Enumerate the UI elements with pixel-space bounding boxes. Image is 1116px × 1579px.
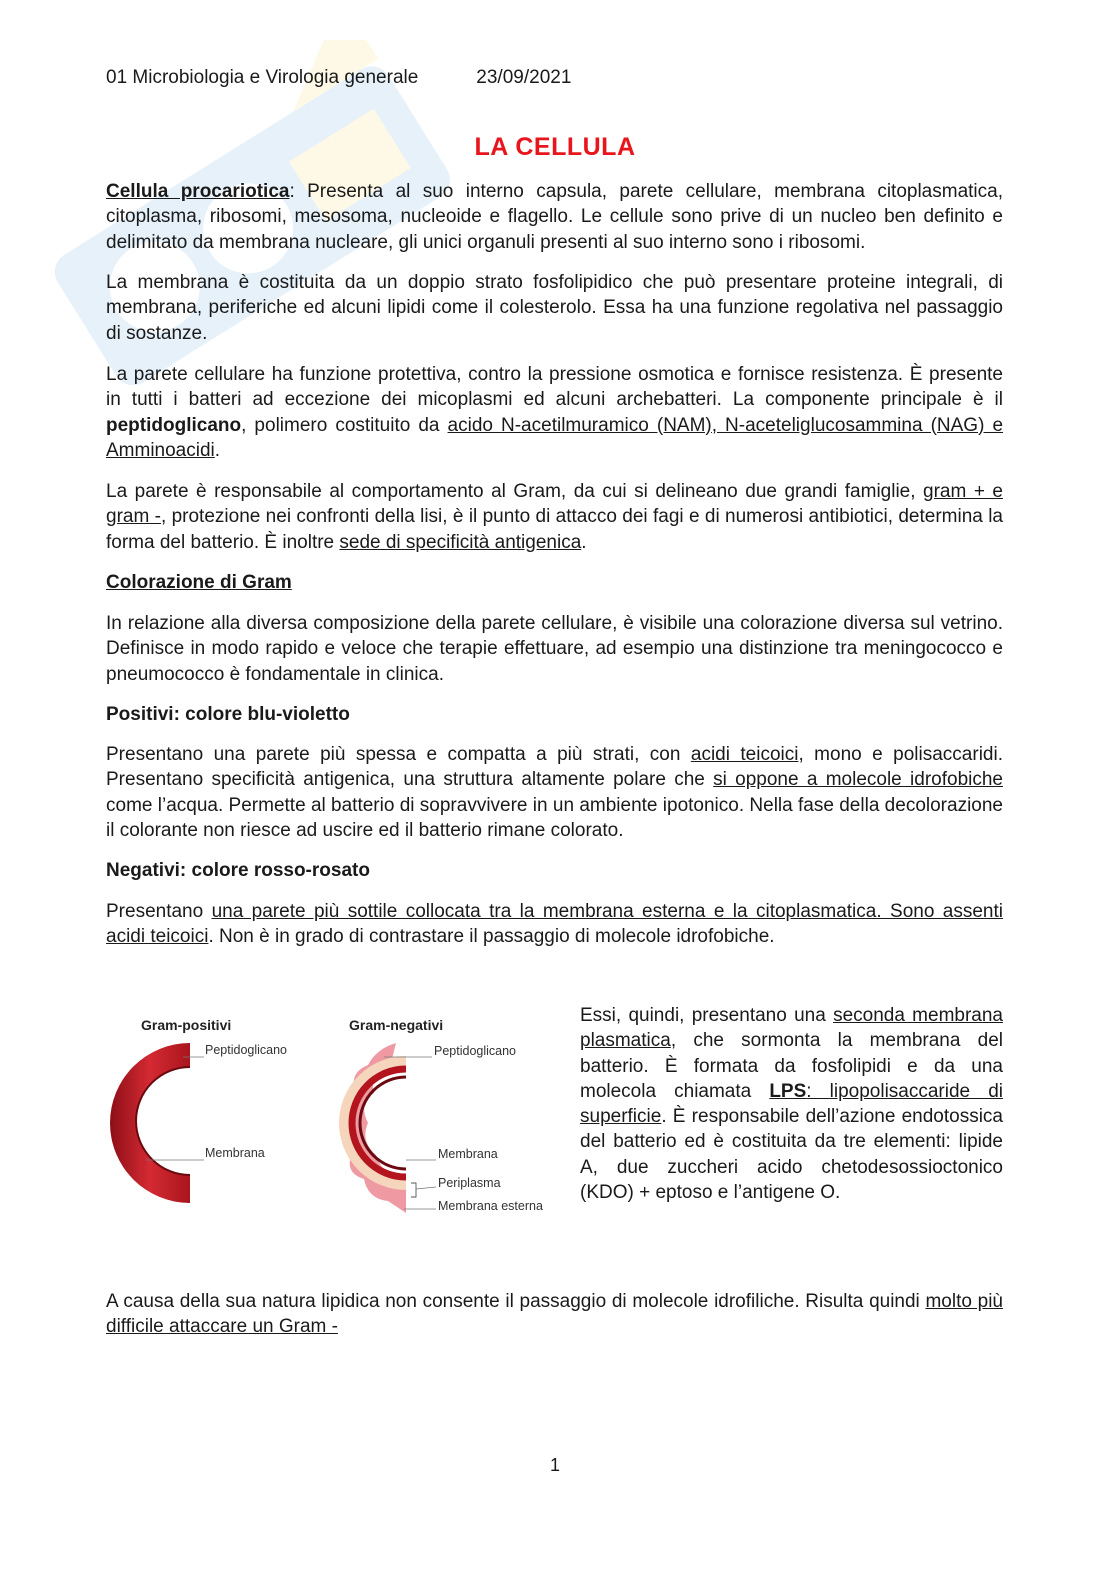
- section-heading-positivi: [106, 702, 1003, 727]
- label-gram-positivi: Gram-positivi: [141, 1017, 232, 1033]
- gram-positive-wall: [110, 1043, 190, 1203]
- underlined-text: una parete più sottile collocata tra la membrana esterna e la citoplasmatica. Sono assenti acidi teicoici: [106, 901, 1003, 948]
- paragraph-positivi: [106, 742, 1003, 843]
- underlined-text: acido N-acetilmuramico (NAM), N-aceteliglucosammina (NAG) e Amminoacidi: [106, 414, 1004, 461]
- paragraph-procariotica: [106, 179, 1003, 255]
- paragraph-text: , che sormonta la membrana del batterio. È formata da fosfolipidi e da una molecola chiamata: [580, 1030, 1003, 1102]
- paragraph-text: Presentano una parete più spessa e compatta a più strati, con: [106, 744, 691, 765]
- paragraph-text: In relazione alla diversa composizione della parete cellulare, è visibile una colorazione diversa sul vetrino. Definisce in modo rapido e veloce che terapie effettuare, ad esempio una distinzione tra meningococco e pneumococco è fondamentale in clinica.: [106, 613, 1003, 685]
- label-right-peptidoglicano: Peptidoglicano: [434, 1044, 517, 1058]
- paragraph-membrana: [106, 270, 1003, 346]
- paragraph-text: . Non è in grado di contrastare il passaggio di molecole idrofobiche.: [208, 926, 775, 948]
- label-left-peptidoglicano: Peptidoglicano: [205, 1043, 288, 1057]
- heading-text: Negativi: colore rosso-rosato: [106, 860, 370, 881]
- paragraph-lps: [580, 1003, 1003, 1205]
- paragraph-text: La parete cellulare ha funzione protettiva, contro la pressione osmotica e fornisce resistenza. È presente in tutti i batteri ad eccezione dei micoplasmi ed alcuni archebatteri. La componente principale è il: [106, 364, 1003, 411]
- underlined-text: gram + e gram -: [106, 481, 1003, 528]
- paragraph-text: . È responsabile dell’azione endotossica del batterio ed è costituita da tre elementi: lipide A, due zuccheri acido chetodesossioctonico (KDO) + eptoso e l’antigene O.: [580, 1106, 1003, 1204]
- paragraph-text: La parete è responsabile al comportamento al Gram, da cui si delineano due grandi famiglie,: [106, 481, 924, 502]
- section-heading-gram: [106, 570, 1003, 595]
- underlined-text: lipopolisaccaride di superficie: [580, 1080, 1003, 1128]
- paragraph-text: La membrana è costituita da un doppio strato fosfolipidico che può presentare proteine integrali, di membrana, periferiche ed alcuni lipidi come il colesterolo. Essa ha una funzione regolativa nel passaggio di sostanze.: [106, 272, 1003, 344]
- underlined-text: molto più difficile attaccare un Gram -: [106, 1291, 1003, 1338]
- label-right-membrana: Membrana: [438, 1147, 498, 1161]
- label-periplasma: Periplasma: [438, 1176, 501, 1190]
- paragraph-text: come l’acqua. Permette al batterio di sopravvivere in un ambiente ipotonico. Nella fase della decolorazione il colorante non riesce ad uscire ed il batterio rimane colorato.: [106, 794, 1003, 841]
- page-header: [106, 67, 571, 89]
- underlined-text: si oppone a molecole idrofobiche: [713, 769, 1003, 791]
- section-heading-negativi: [106, 858, 1003, 883]
- paragraph-text: A causa della sua natura lipidica non consente il passaggio di molecole idrofiliche. Risulta quindi: [106, 1291, 926, 1312]
- heading-text: Positivi: colore blu-violetto: [106, 704, 350, 725]
- gram-diagram: [106, 1005, 561, 1230]
- underlined-text: sede di specificità antigenica: [339, 531, 582, 553]
- paragraph-text: .: [214, 439, 221, 461]
- paragraph-parete: [106, 362, 1003, 463]
- term-cellula-procariotica: Cellula procariotica: [106, 181, 290, 202]
- label-left-membrana: Membrana: [205, 1146, 265, 1160]
- heading-text: Colorazione di Gram: [106, 572, 292, 593]
- underlined-text: seconda membrana plasmatica: [580, 1005, 1003, 1052]
- paragraph-text: , protezione nei confronti della lisi, è il punto di attacco dei fagi e di numerosi antibiotici, determina la forma del batterio. È inoltre: [106, 506, 1003, 553]
- paragraph-text: .: [581, 531, 587, 553]
- label-gram-negativi: Gram-negativi: [349, 1017, 444, 1033]
- term-lps: LPS: [769, 1080, 807, 1102]
- page-title: LA CELLULA: [474, 133, 636, 161]
- label-membrana-esterna: Membrana esterna: [438, 1199, 543, 1213]
- header-date: 23/09/2021: [476, 67, 572, 88]
- paragraph-text: Presentano: [106, 901, 212, 922]
- course-name: 01 Microbiologia e Virologia generale: [106, 67, 419, 88]
- paragraph-natura-lipidica: [106, 1289, 1003, 1340]
- paragraph-negativi: [106, 899, 1003, 950]
- term-peptidoglicano: peptidoglicano: [106, 414, 242, 436]
- paragraph-text: : Presenta al suo interno capsula, parete cellulare, membrana citoplasmatica, citoplasma, ribosomi, mesosoma, nucleoide e flagello. Le cellule sono prive di un nucleo ben definito e delimitato da membrana nucleare, gli unici organuli presenti al suo interno sono i ribosomi.: [106, 181, 1003, 253]
- paragraph-text: , polimero costituito da: [241, 414, 448, 436]
- underlined-text: acidi teicoici: [690, 744, 799, 765]
- paragraph-gram-behaviour: [106, 479, 1003, 555]
- paragraph-colorazione: [106, 611, 1003, 687]
- page-number: 1: [549, 1455, 560, 1475]
- paragraph-text: , mono e polisaccaridi. Presentano specificità antigenica, una struttura altamente polare che: [106, 744, 1003, 791]
- paragraph-text: Essi, quindi, presentano una: [580, 1005, 834, 1026]
- underlined-text: :: [806, 1080, 830, 1102]
